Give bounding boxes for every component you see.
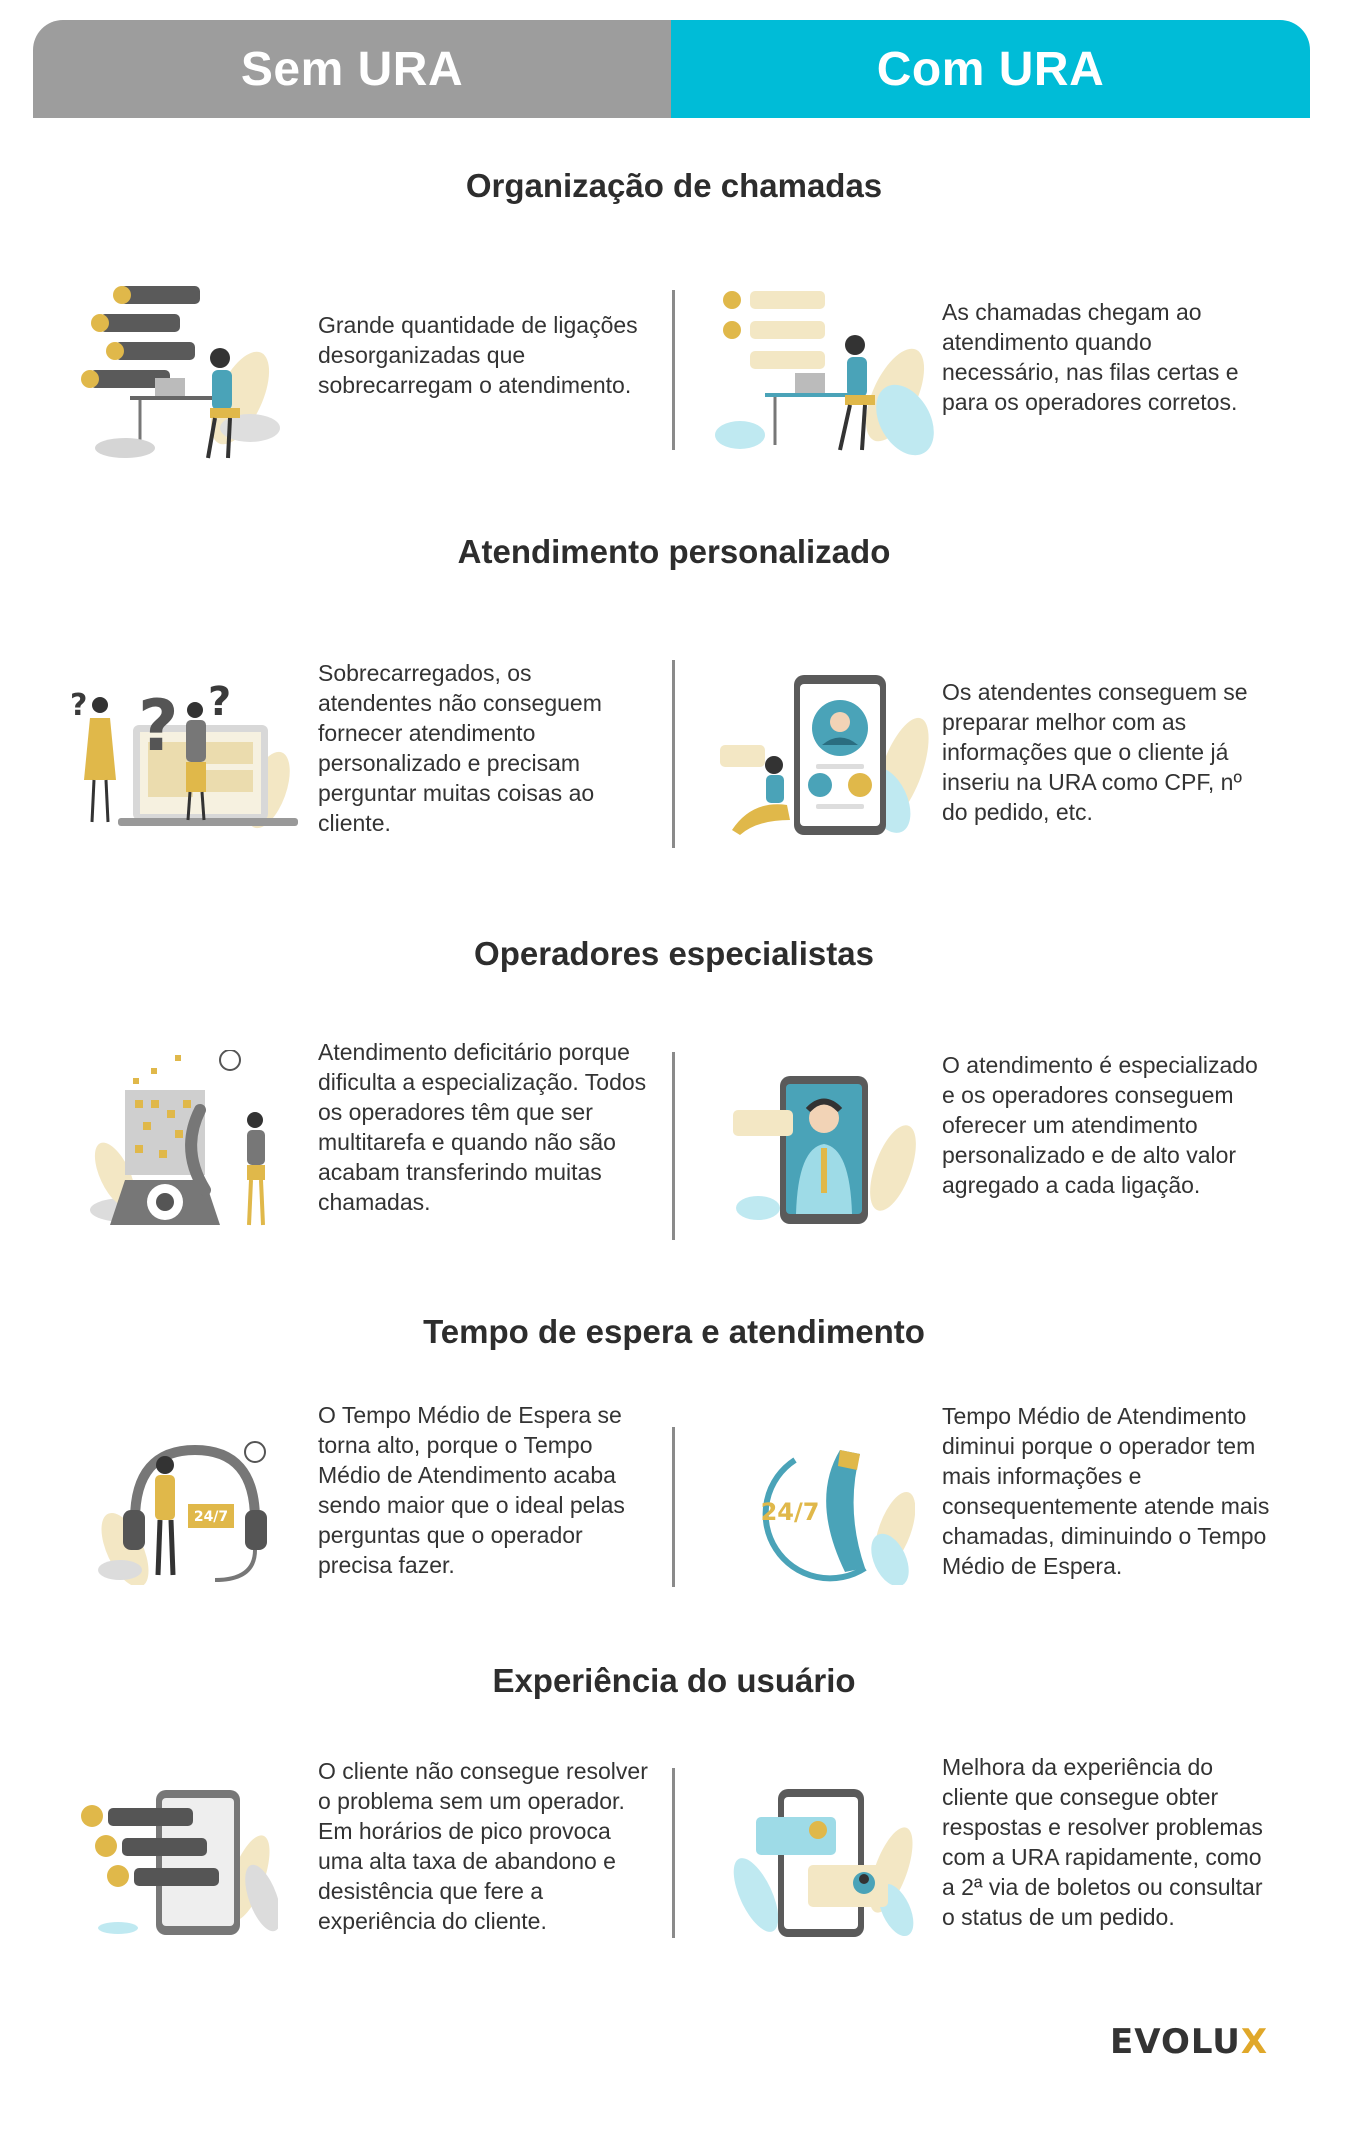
section-5-left-text: O cliente não consegue resolver o problema sem um operador. Em horários de pico provoca uma alta taxa de abandono e desistência que fere a experiência do cliente.: [318, 1758, 648, 1934]
section-2-left-text: Sobrecarregados, os atendentes não conseguem fornecer atendimento personalizado e precisam perguntar muitas coisas ao cliente.: [318, 660, 602, 836]
section-2-right-text: Os atendentes conseguem se preparar melhor com as informações que o cliente já inseriu na URA como CPF, nº do pedido, etc.: [942, 679, 1248, 825]
header-left-title: Sem URA: [240, 42, 464, 96]
section-title-personalizado: Atendimento personalizado: [457, 533, 891, 570]
section-4-divider: [672, 1427, 675, 1587]
woman-desk-chat-organized-icon: [710, 285, 935, 460]
svg-text:?: ?: [138, 685, 179, 767]
section-3-left-text: Atendimento deficitário porque dificulta a especialização. Todos os operadores têm que ser multitarefa e quando não são acabam transferindo muitas chamadas.: [318, 1039, 647, 1215]
header-right-panel: [671, 20, 1310, 118]
comparison-header: [33, 20, 1310, 118]
phone-chat-success-icon: [726, 1785, 916, 1940]
headset-247-icon: [95, 1440, 290, 1585]
phone-chat-failed-icon: [78, 1788, 278, 1938]
section-3-right-text: O atendimento é especializado e os operadores conseguem oferecer um atendimento personalizado e de alto valor agregado a cada ligação.: [942, 1052, 1258, 1198]
logo-accent-letter: X: [1240, 2022, 1269, 2062]
section-1-divider: [672, 290, 675, 450]
phone-operator-icon: [728, 1068, 918, 1228]
section-3-divider: [672, 1052, 675, 1240]
section-1-right-text: As chamadas chegam ao atendimento quando necessário, nas filas certas e para os operadores corretos.: [942, 299, 1239, 415]
left-247-badge: 24/7: [193, 1509, 229, 1525]
logo-main-text: EVOLU: [1110, 2022, 1241, 2062]
section-5-right-text: Melhora da experiência do cliente que consegue obter respostas e resolver problemas com a URA rapidamente, como a 2ª via de boletos ou consultar o status de um pedido.: [942, 1754, 1263, 1930]
section-title-especialistas: Operadores especialistas: [474, 935, 874, 972]
question-marks-laptop-icon: [68, 670, 303, 835]
woman-desk-chat-overload-icon: [70, 278, 280, 463]
section-1-left-text: Grande quantidade de ligações desorganizadas que sobrecarregam o atendimento.: [318, 312, 638, 398]
section-4-left-text: O Tempo Médio de Espera se torna alto, porque o Tempo Médio de Atendimento acaba sendo maior que o ideal pelas perguntas que o operador precisa fazer.: [318, 1402, 625, 1578]
section-4-right-text: Tempo Médio de Atendimento diminui porque o operador tem mais informações e consequentemente atende mais chamadas, diminuindo o Tempo Médio de Espera.: [942, 1403, 1270, 1579]
section-2-divider: [672, 660, 675, 848]
phone-247-icon: [735, 1440, 915, 1585]
header-left-panel: [33, 20, 671, 118]
right-247-badge: 24/7: [760, 1498, 820, 1526]
section-title-experiencia: Experiência do usuário: [492, 1662, 856, 1699]
old-telephone-icon: [85, 1050, 290, 1235]
header-right-title: Com URA: [876, 42, 1105, 96]
evolux-logo: [1110, 2022, 1268, 2062]
section-title-organizacao: Organização de chamadas: [465, 167, 883, 204]
section-5-divider: [672, 1768, 675, 1938]
svg-text:?: ?: [208, 679, 232, 725]
phone-video-call-icon: [712, 670, 932, 840]
svg-text:?: ?: [70, 688, 88, 723]
section-title-tempo: Tempo de espera e atendimento: [423, 1313, 925, 1350]
